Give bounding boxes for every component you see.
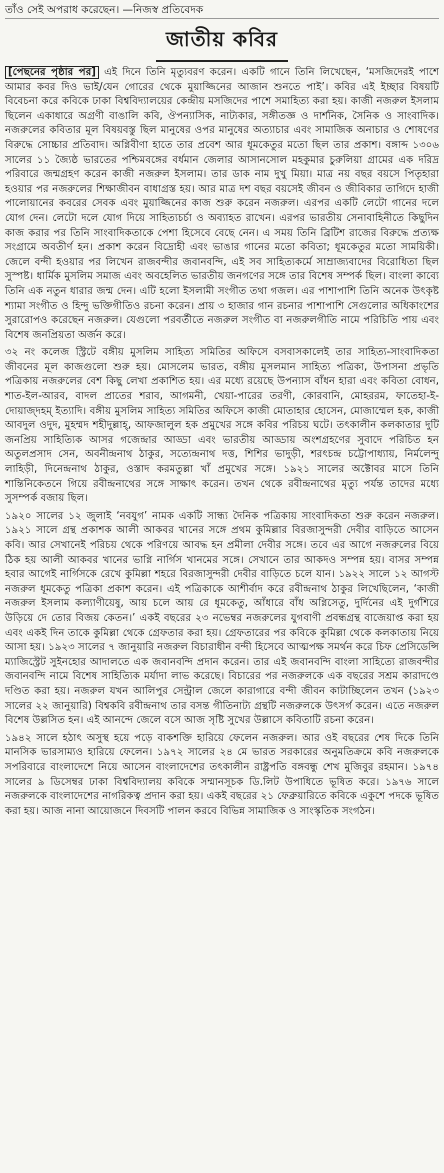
headline-container xyxy=(5,23,439,62)
previous-article-tail: তাঁও সেই অপরাধ করেছেন। —নিজস্ব প্রতিবেদক xyxy=(5,2,439,19)
article-paragraph xyxy=(5,510,439,729)
article-paragraph xyxy=(5,66,439,343)
article-paragraph xyxy=(5,346,439,507)
article-paragraph xyxy=(5,732,439,820)
paragraph-text: ১৯২০ সালের ১২ জুলাই ‘নবযুগ’ নামক একটি সান্ধ্য দৈনিক পত্রিকায় সাংবাদিকতা শুরু করেন নজরুল। ১৯২১ সালে গ্রন্থ প্রকাশক আলী আকবর খানের সঙ্গে প্রথম কুমিল্লার বিরজাসুন্দরী দেবীর বাড়িতে আসেন কবি। আর সেখানেই পরিচয় থেকে পরিণয়ে আবদ্ধ হন প্রমীলা দেবীর সঙ্গে। তবে এর আগে নজরুলের বিয়ে ঠিক হয় আলী আকবর খানের ভাগ্নি নার্গিস খানমের সঙ্গে। সেখানে তার আকদও সম্পন্ন হয়। বাসর সম্পন্ন হবার আগেই নার্গিসকে রেখে কুমিল্লা শহরে বিরজাসুন্দরী দেবীর বাড়িতে চলে যান। ১৯২২ সালে ১২ আগস্ট নজরুল ধূমকেতু পত্রিকা প্রকাশ করেন। এই পত্রিকাকে আশীর্বাদ করে রবীন্দ্রনাথ ঠাকুর লিখেছিলেন, ‘কাজী নজরুল ইসলাম কল্যাণীয়েষু, আয় চলে আয় রে ধূমকেতু, আঁধারে বাঁধ অগ্নিসেতু, দুর্দিনের এই দুর্গশিরে উড়িয়ে দে তোর বিজয় কেতন।’ একই বছরের ২৩ নভেম্বর নজরুলের যুগবাণী প্রবন্ধগ্রন্থ বাজেয়াপ্ত করা হয় এবং একই দিন তাকে কুমিল্লা থেকে গ্রেফতার করা হয়। গ্রেফতারের পর কবিকে কুমিল্লা থেকে কলকাতায় নিয়ে আসা হয়। ১৯২৩ সালের ৭ জানুয়ারি নজরুল বিচারাধীন বন্দী হিসেবে আত্মপক্ষ সমর্থন করে চিফ প্রেসিডেন্সি ম্যাজিস্ট্রেট সুইনহোর আদালতে এক জবানবন্দি প্রদান করেন। তার এই জবানবন্দি বাংলা সাহিত্যে রাজবন্দীর জবানবন্দি নামে বিশেষ সাহিত্যিক মর্যাদা লাভ করেছে। বিচারের পর নজরুলকে এক বছরের সশ্রম কারাদণ্ডে দণ্ডিত করা হয়। নজরুল যখন আলিপুর সেন্ট্রাল জেলে কারাগারে বন্দী জীবন কাটাচ্ছিলেন তখন (১৯২৩ সালের ২২ জানুয়ারি) বিশ্বকবি রবীন্দ্রনাথ তার বসন্ত গীতিনাট্য গ্রন্থটি নজরুলকে উৎসর্গ করেন। এতে নজরুল বিশেষ উল্লসিত হন। এই আনন্দে জেলে বসে আজ সৃষ্টি সুখের উল্লাসে কবিতাটি রচনা করেন। xyxy=(5,510,439,727)
paragraph-text: এই দিনে তিনি মৃত্যুবরণ করেন। একটি গানে তিনি লিখেছেন, ‘মসজিদেরই পাশে আমার কবর দিও ভাই/যেন গোরের থেকে মুয়াজ্জিনের আজান শুনতে পাই’। কবির এই ইচ্ছার বিষয়টি বিবেচনা করে কবিকে ঢাকা বিশ্ববিদ্যালয়ের কেন্দ্রীয় মসজিদের পাশে সমাহিত্য করা হয়। কাজী নজরুল ইসলাম ছিলেন একাধারে অগ্রণী বাঙালি কবি, ঔপন্যাসিক, নাট্যকার, সঙ্গীতজ্ঞ ও দার্শনিক, সৈনিক ও সাংবাদিক। নজরুলের কবিতার মূল বিষয়বস্তু ছিল মানুষের ওপর মানুষের অত্যাচার এবং সামাজিক অনাচার ও শোষণের বিরুদ্ধে সোচ্চার প্রতিবাদ। অগ্নিবীণা হাতে তার প্রবেশ আর ধূমকেতুর মতো ছিল তার প্রকাশ। বঙ্গাব্দ ১৩০৬ সালের ১১ জ্যৈষ্ঠ ভারতের পশ্চিমবঙ্গের বর্ধমান জেলার আসানসোল মহকুমার চুরুলিয়া গ্রামের এক দরিদ্র পরিবারে জন্মগ্রহণ করেন কাজী নজরুল ইসলাম। তার ডাক নাম দুখু মিয়া। মাত্র নয় বছর বয়সে পিতৃহারা হওয়ার পর নজরুলের শিক্ষাজীবন বাধাগ্রস্ত হয়। আর মাত্র দশ বছর বয়সেই জীবন ও জীবিকার তাগিদে হাজী পালোয়ানের কবরের সেবক এবং মুয়াজ্জিনের কাজ শুরু করেন নজরুল। এরপর একটি লেটো গানের দলে যোগ দেন। লেটো দলে যোগ দিয়ে সাহিত্যচর্চা ও অব্যাহত রাখেন। এরপর ভারতীয় সেনাবাহিনীতে কিছুদিন কাজ করার পর তিনি সাংবাদিকতাকে পেশা হিসেবে বেছে নেন। এ সময় তিনি ব্রিটিশ রাজের বিরুদ্ধে প্রত্যক্ষ সংগ্রামে অবতীর্ণ হন। প্রকাশ করেন বিদ্রোহী এবং ভাঙার গানের মতো কবিতা; ধূমকেতুর মতো সাময়িকী। জেলে বন্দী হওয়ার পর লিখেন রাজবন্দীর জবানবন্দি, এই সব সাহিত্যকর্মে সাম্রাজ্যবাদের বিরোধিতা ছিল সুস্পষ্ট। ধার্মিক মুসলিম সমাজ এবং অবহেলিত ভারতীয় জনগণের সঙ্গে তার বিশেষ সম্পর্ক ছিল। বাংলা কাব্যে তিনি এক নতুন ধারার জন্ম দেন। এটি হলো ইসলামী সংগীত তথা গজল। এর পাশাপাশি তিনি অনেক উৎকৃষ্ট শ্যামা সংগীত ও হিন্দু ভক্তিগীতিও রচনা করেন। প্রায় ৩ হাজার গান রচনার পাশাপাশি সেগুলোর অধিকাংশের সুরারোপও করেছেন নজরুল। যেগুলো পরবর্তীতে নজরুল সংগীত বা নজরুলগীতি নামে পরিচিতি পায় এবং বিশেষ জনপ্রিয়তা অর্জন করে। xyxy=(5,67,439,341)
paragraph-text: ১৯৪২ সালে হঠাৎ অসুস্থ হয়ে পড়ে বাকশক্তি হারিয়ে ফেলেন নজরুল। আর ওই বছরের শেষ দিকে তিনি মানসিক ভারসাম্যও হারিয়ে ফেলেন। ১৯৭২ সালের ২৪ মে ভারত সরকারের অনুমতিক্রমে কবি নজরুলকে সপরিবারে বাংলাদেশে নিয়ে আসেন বাংলাদেশের তৎকালীন রাষ্ট্রপতি বঙ্গবন্ধু শেখ মুজিবুর রহমান। ১৯৭৪ সালের ৯ ডিসেম্বর ঢাকা বিশ্ববিদ্যালয় কবিকে সম্মানসূচক ডি.লিট উপাধিতে ভূষিত করে। ১৯৭৬ সালে নজরুলকে বাংলাদেশের নাগরিকত্ব প্রদান করা হয়। একই বছরের ২১ ফেব্রুয়ারিতে কবিকে একুশে পদকে ভূষিত করা হয়। আজ নানা আয়োজনে দিবসটি পালন করবে বিভিন্ন সামাজিক ও সাংস্কৃতিক সংগঠন। xyxy=(5,732,439,817)
article-body xyxy=(5,66,439,819)
headline: জাতীয় কবির xyxy=(156,23,288,62)
continued-from-back-page-label: [পেছনের পৃষ্ঠার পর] xyxy=(5,66,99,79)
paragraph-text: ৩২ নং কলেজ স্ট্রিটে বঙ্গীয় মুসলিম সাহিত্য সমিতির অফিসে বসবাসকালেই তার সাহিত্য-সাংবাদিকতা জীবনের মূল কাজগুলো শুরু হয়। মোসলেম ভারত, বঙ্গীয় মুসলমান সাহিত্য পত্রিকা, উপাসনা প্রভৃতি পত্রিকায় নজরুলের বেশ কিছু লেখা প্রকাশিত হয়। এর মধ্যে রয়েছে উপন্যাস বাঁধন হারা এবং কবিতা বোধন, শাত-ইল-আরব, বাদল প্রাতের শরাব, আগমনী, খেয়া-পারের তরণী, কোরবানি, মোহররম, ফাতেহা-ই-দোয়াজ্দহম্ ইত্যাদি। বঙ্গীয় মুসলিম সাহিত্য সমিতির অফিসে কাজী মোতাহার হোসেন, মোজাম্মেল হক, কাজী আবদুল ওদুদ, মুহম্মদ শহীদুল্লাহ্, আফজালুল হক প্রমুখের সঙ্গে কবির পরিচয় ঘটে। তৎকালীন কলকাতার দুটি জনপ্রিয় সাহিত্যিক আসর গজেন্দ্রার আড্ডা এবং ভারতীয় আড্ডায় অংশগ্রহণের সুবাদে পরিচিত হন অতুলপ্রসাদ সেন, অবনীন্দ্রনাথ ঠাকুর, সত্যেন্দ্রনাথ দত্ত, শিশির ভাদুড়ী, শরৎচন্দ্র চট্টোপাধ্যায়, নির্মলেন্দু লাহিড়ী, দিনেন্দ্রনাথ ঠাকুর, ওস্তাদ করমতুল্লা খাঁ প্রমুখের সঙ্গে। ১৯২১ সালের অক্টোবর মাসে তিনি শান্তিনিকেতনে গিয়ে রবীন্দ্রনাথের সঙ্গে সাক্ষাৎ করেন। তখন থেকে রবীন্দ্রনাথের মৃত্যু পর্যন্ত তাদের মধ্যে সুসম্পর্ক বজায় ছিল। xyxy=(5,347,439,505)
